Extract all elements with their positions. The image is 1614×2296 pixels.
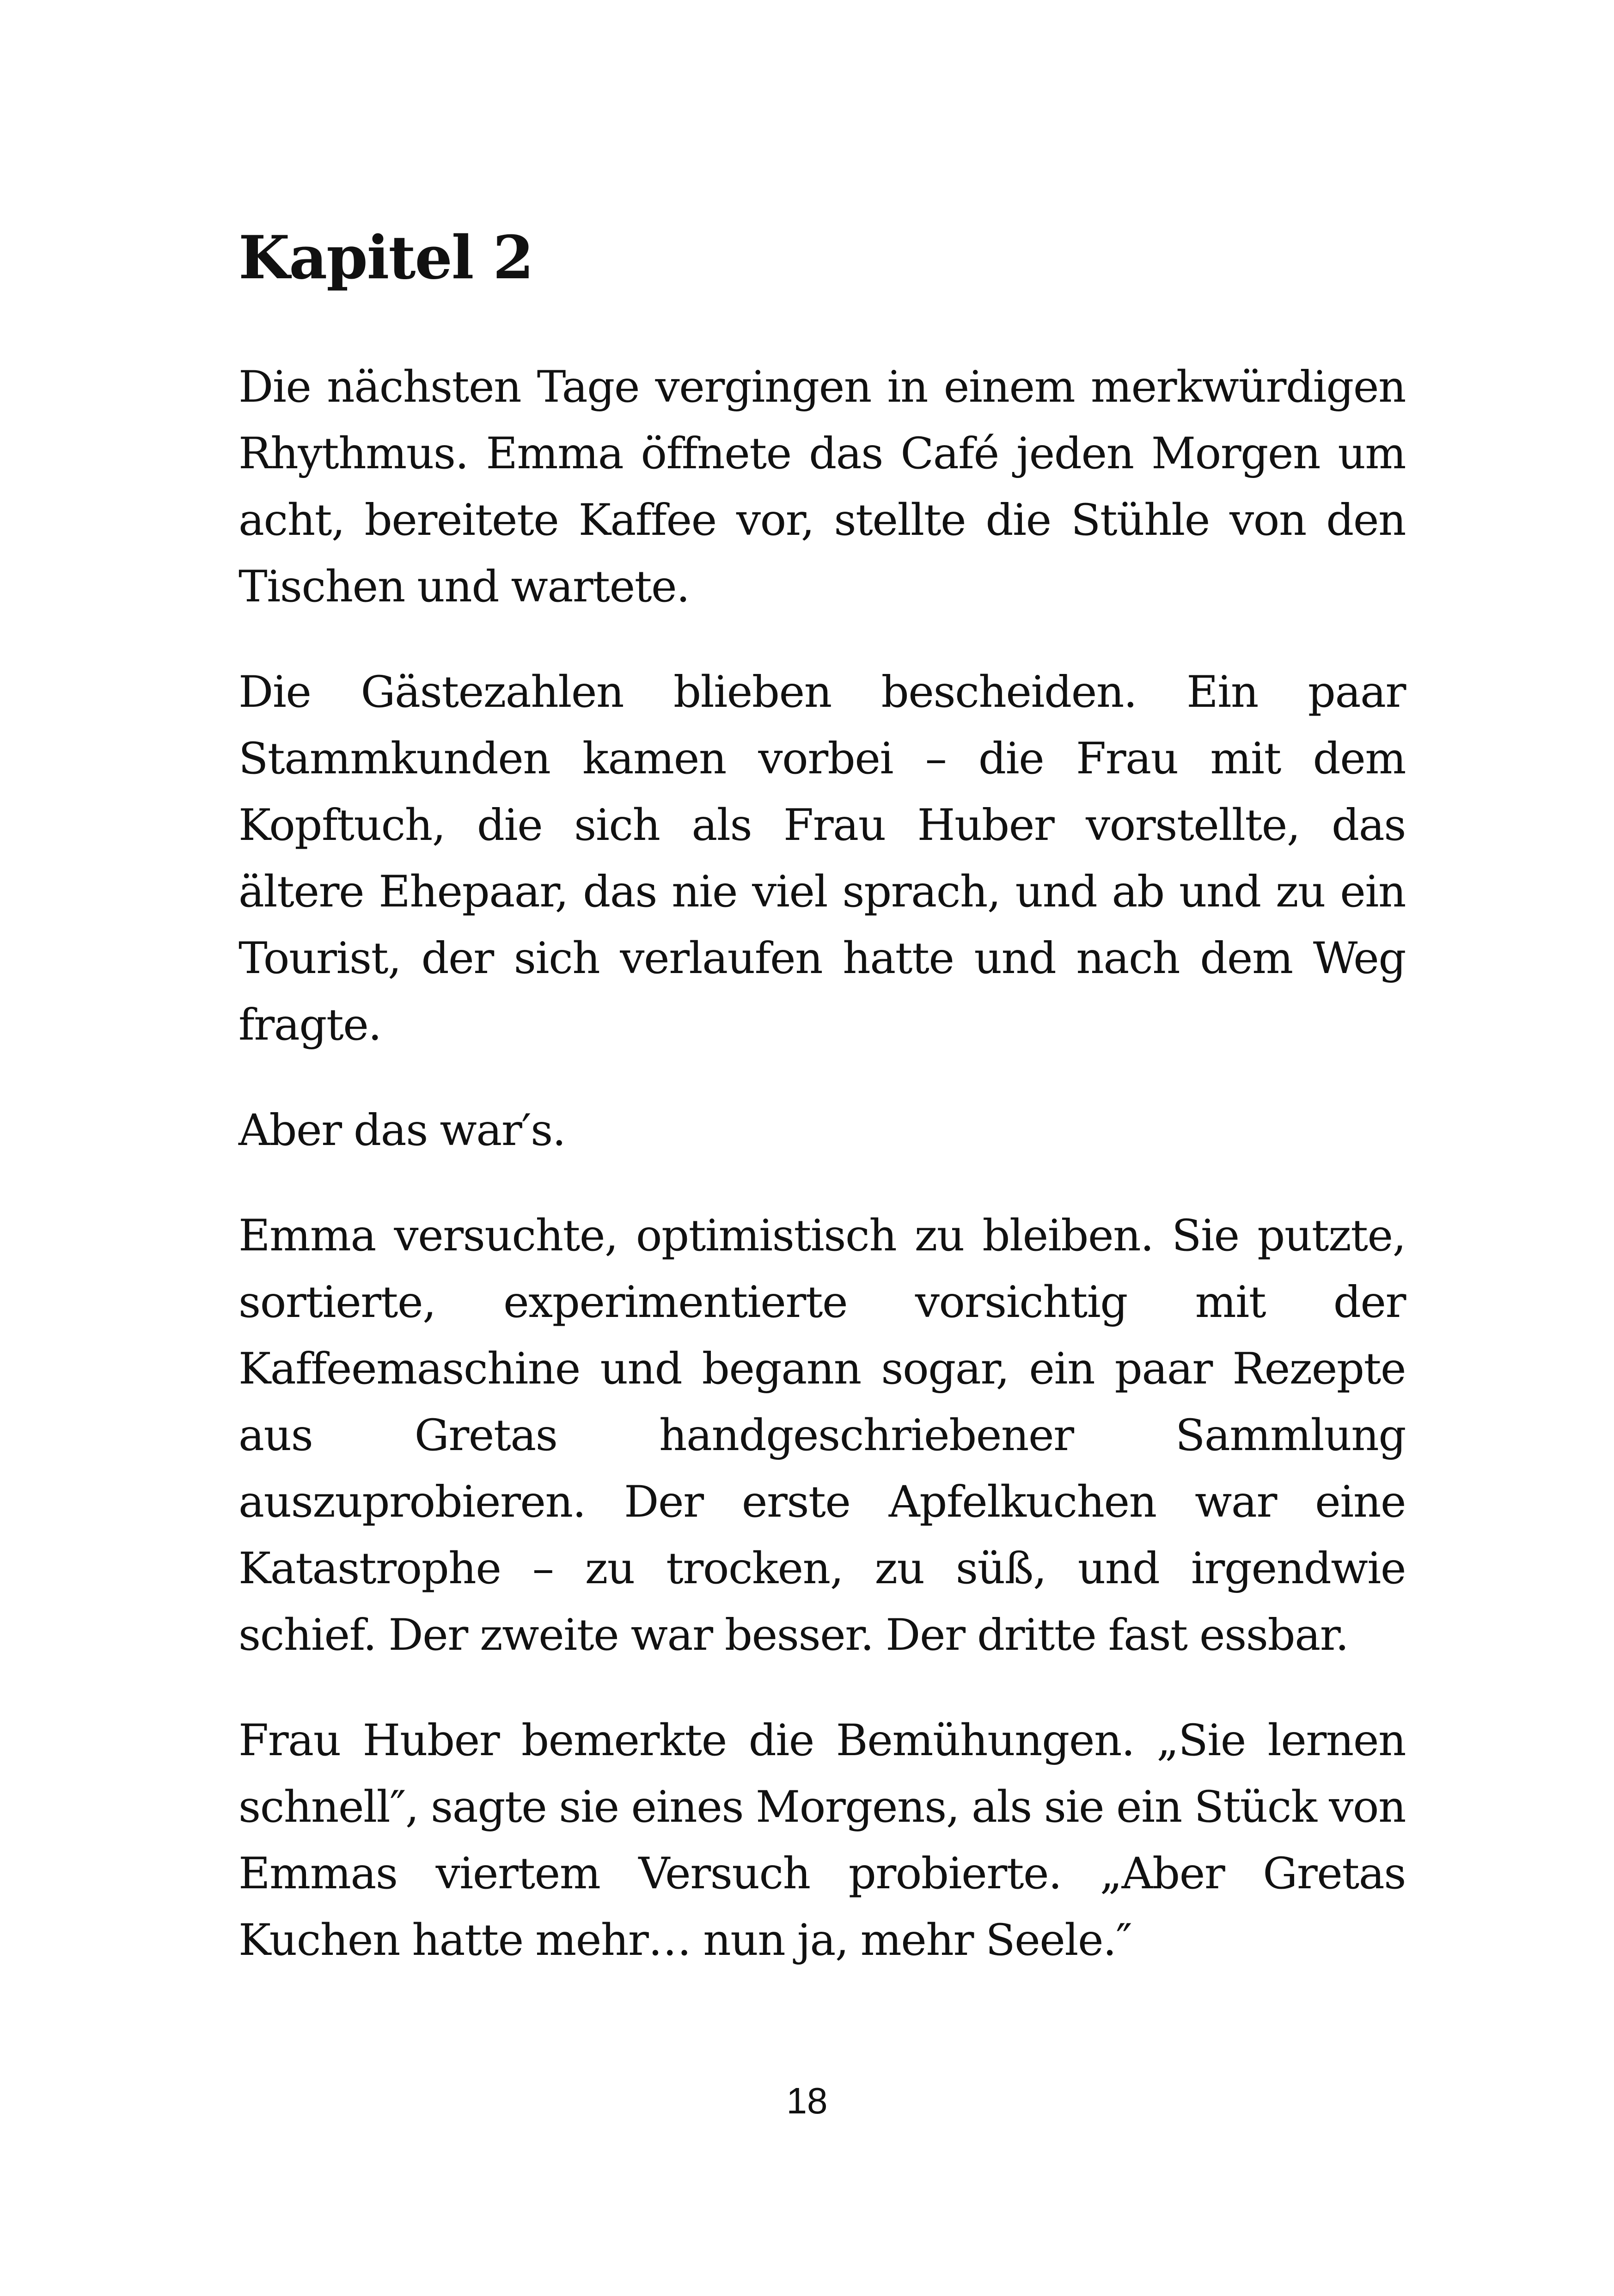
page-content [238,217,1406,2013]
paragraph-3: Aber das war′s. [238,1105,566,1156]
paragraph-4: Emma versuchte, optimistisch zu bleiben. Sie putzte, sortierte, experimentierte vorsichtig mit der Kaffeemaschine und begann sogar, ein paar Rezepte aus Gretas handgeschriebener Sammlung auszuprobieren. Der erste Apfelkuchen war eine Katastrophe – zu trocken, zu süß, und irgendwie schief. Der zweite war besser. Der dritte fast essbar. [238,1211,1406,1660]
page-number: 18 [786,2080,828,2121]
paragraph-1: Die nächsten Tage vergingen in einem merkwürdigen Rhythmus. Emma öffnete das Café jeden Morgen um acht, bereitete Kaffee vor, stellte die Stühle von den Tischen und wartete. [238,362,1406,612]
paragraph-5: Frau Huber bemerkte die Bemühungen. „Sie lernen schnell″, sagte sie eines Morgens, als sie ein Stück von Emmas viertem Versuch probierte. „Aber Gretas Kuchen hatte mehr… nun ja, mehr Seele.″ [238,1715,1406,1965]
chapter-title: Kapitel 2 [238,223,533,293]
paragraph-2: Die Gästezahlen blieben bescheiden. Ein paar Stammkunden kamen vorbei – die Frau mit dem Kopftuch, die sich als Frau Huber vorstellte, das ältere Ehepaar, das nie viel sprach, und ab und zu ein Tourist, der sich verlaufen hatte und nach dem Weg fragte. [238,667,1406,1050]
